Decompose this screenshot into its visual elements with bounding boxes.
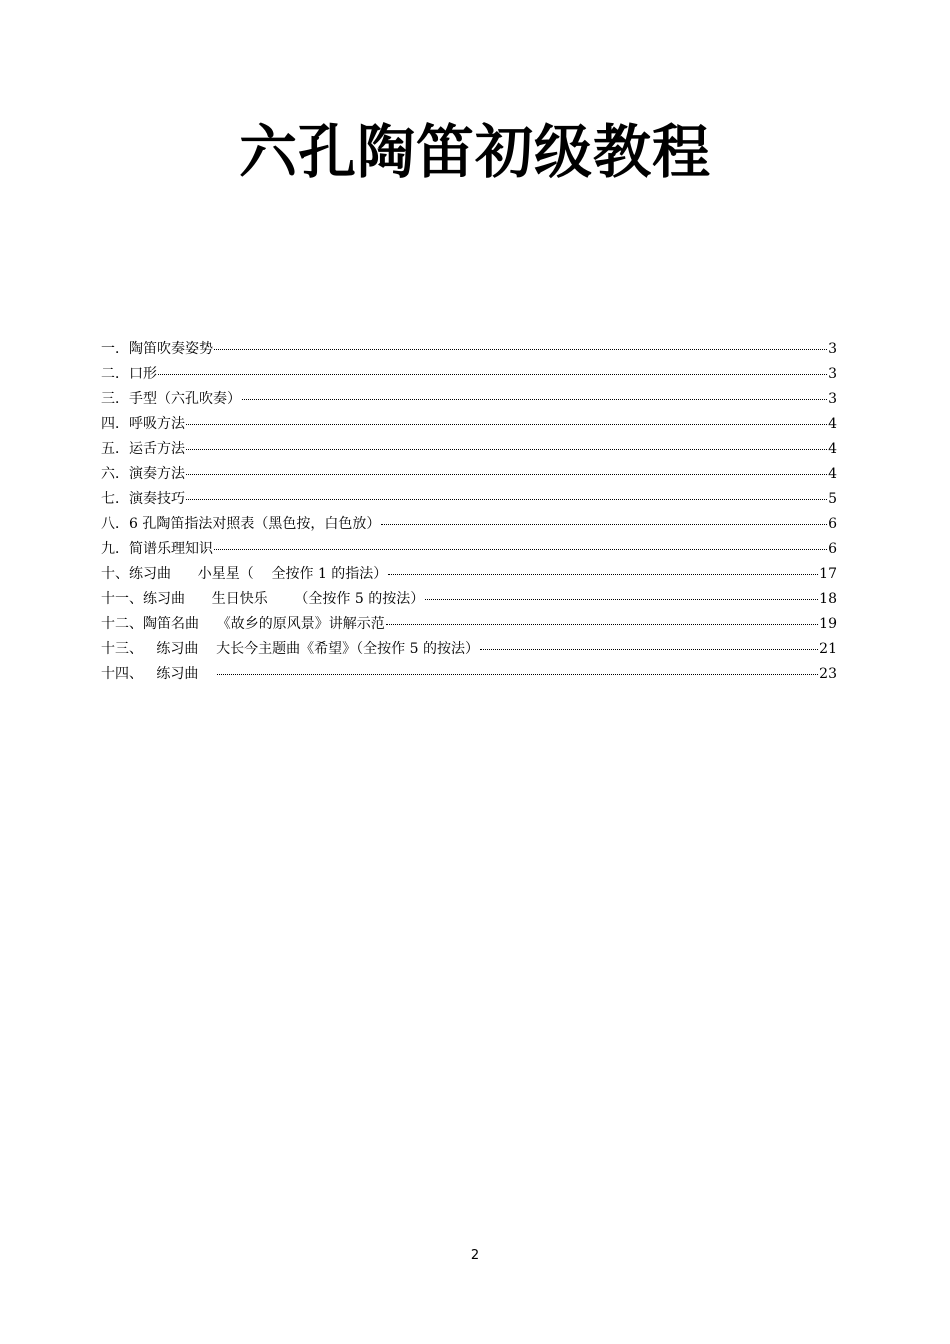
toc-entry-label: 五．运舌方法 — [101, 441, 185, 457]
toc-entry-page: 21 — [819, 641, 837, 657]
toc-entry-label: 十、练习曲 小星星（ 全按作 1 的指法） — [101, 566, 388, 582]
toc-entry-label: 十四、 练习曲 — [101, 666, 217, 682]
toc-dot-leader — [158, 374, 827, 375]
toc-entry-page: 17 — [819, 566, 837, 582]
toc-dot-leader — [386, 624, 818, 625]
toc-entry-label: 十二、陶笛名曲 《故乡的原风景》讲解示范 — [101, 616, 385, 632]
toc-entry[interactable] — [101, 588, 837, 613]
toc-dot-leader — [480, 649, 818, 650]
toc-entry-page: 3 — [828, 391, 837, 407]
toc-entry[interactable] — [101, 388, 837, 413]
table-of-contents — [101, 338, 837, 688]
toc-entry-label: 三．手型（六孔吹奏） — [101, 391, 241, 407]
toc-entry-label: 六．演奏方法 — [101, 466, 185, 482]
toc-dot-leader — [381, 524, 827, 525]
toc-entry-label: 二．口形 — [101, 366, 157, 382]
toc-entry-label: 九．简谱乐理知识 — [101, 541, 213, 557]
toc-dot-leader — [186, 499, 827, 500]
toc-entry[interactable] — [101, 338, 837, 363]
toc-entry-label: 一．陶笛吹奏姿势 — [101, 341, 213, 357]
page-number: 2 — [470, 1248, 480, 1263]
toc-entry-page: 3 — [828, 366, 837, 382]
toc-entry[interactable] — [101, 363, 837, 388]
toc-entry-page: 6 — [828, 541, 837, 557]
document-title: 六孔陶笛初级教程 — [238, 118, 711, 186]
toc-entry-label: 八．6 孔陶笛指法对照表（黑色按，白色放） — [101, 516, 381, 532]
toc-entry-label: 四．呼吸方法 — [101, 416, 185, 432]
toc-entry-page: 4 — [828, 441, 837, 457]
toc-entry-page: 6 — [828, 516, 837, 532]
toc-dot-leader — [186, 474, 827, 475]
toc-dot-leader — [425, 599, 818, 600]
toc-entry-page: 5 — [828, 491, 837, 507]
toc-dot-leader — [214, 349, 827, 350]
toc-entry[interactable] — [101, 638, 837, 663]
toc-entry-page: 23 — [819, 666, 837, 682]
toc-dot-leader — [186, 449, 827, 450]
toc-dot-leader — [242, 399, 827, 400]
toc-entry[interactable] — [101, 488, 837, 513]
toc-entry-page: 3 — [828, 341, 837, 357]
toc-entry-label: 十一、练习曲 生日快乐 （全按作 5 的按法） — [101, 591, 425, 607]
toc-entry-page: 18 — [819, 591, 837, 607]
toc-dot-leader — [214, 549, 827, 550]
toc-entry[interactable] — [101, 463, 837, 488]
toc-entry[interactable] — [101, 663, 837, 688]
toc-entry-page: 4 — [828, 466, 837, 482]
toc-dot-leader — [388, 574, 818, 575]
toc-entry[interactable] — [101, 513, 837, 538]
toc-entry[interactable] — [101, 413, 837, 438]
toc-entry-label: 七．演奏技巧 — [101, 491, 185, 507]
toc-entry-page: 19 — [819, 616, 837, 632]
toc-dot-leader — [186, 424, 827, 425]
toc-entry-page: 4 — [828, 416, 837, 432]
toc-entry[interactable] — [101, 538, 837, 563]
toc-entry-label: 十三、 练习曲 大长今主题曲《希望》（全按作 5 的按法） — [101, 641, 479, 657]
toc-entry[interactable] — [101, 613, 837, 638]
toc-entry[interactable] — [101, 438, 837, 463]
toc-dot-leader — [217, 674, 818, 675]
toc-entry[interactable] — [101, 563, 837, 588]
